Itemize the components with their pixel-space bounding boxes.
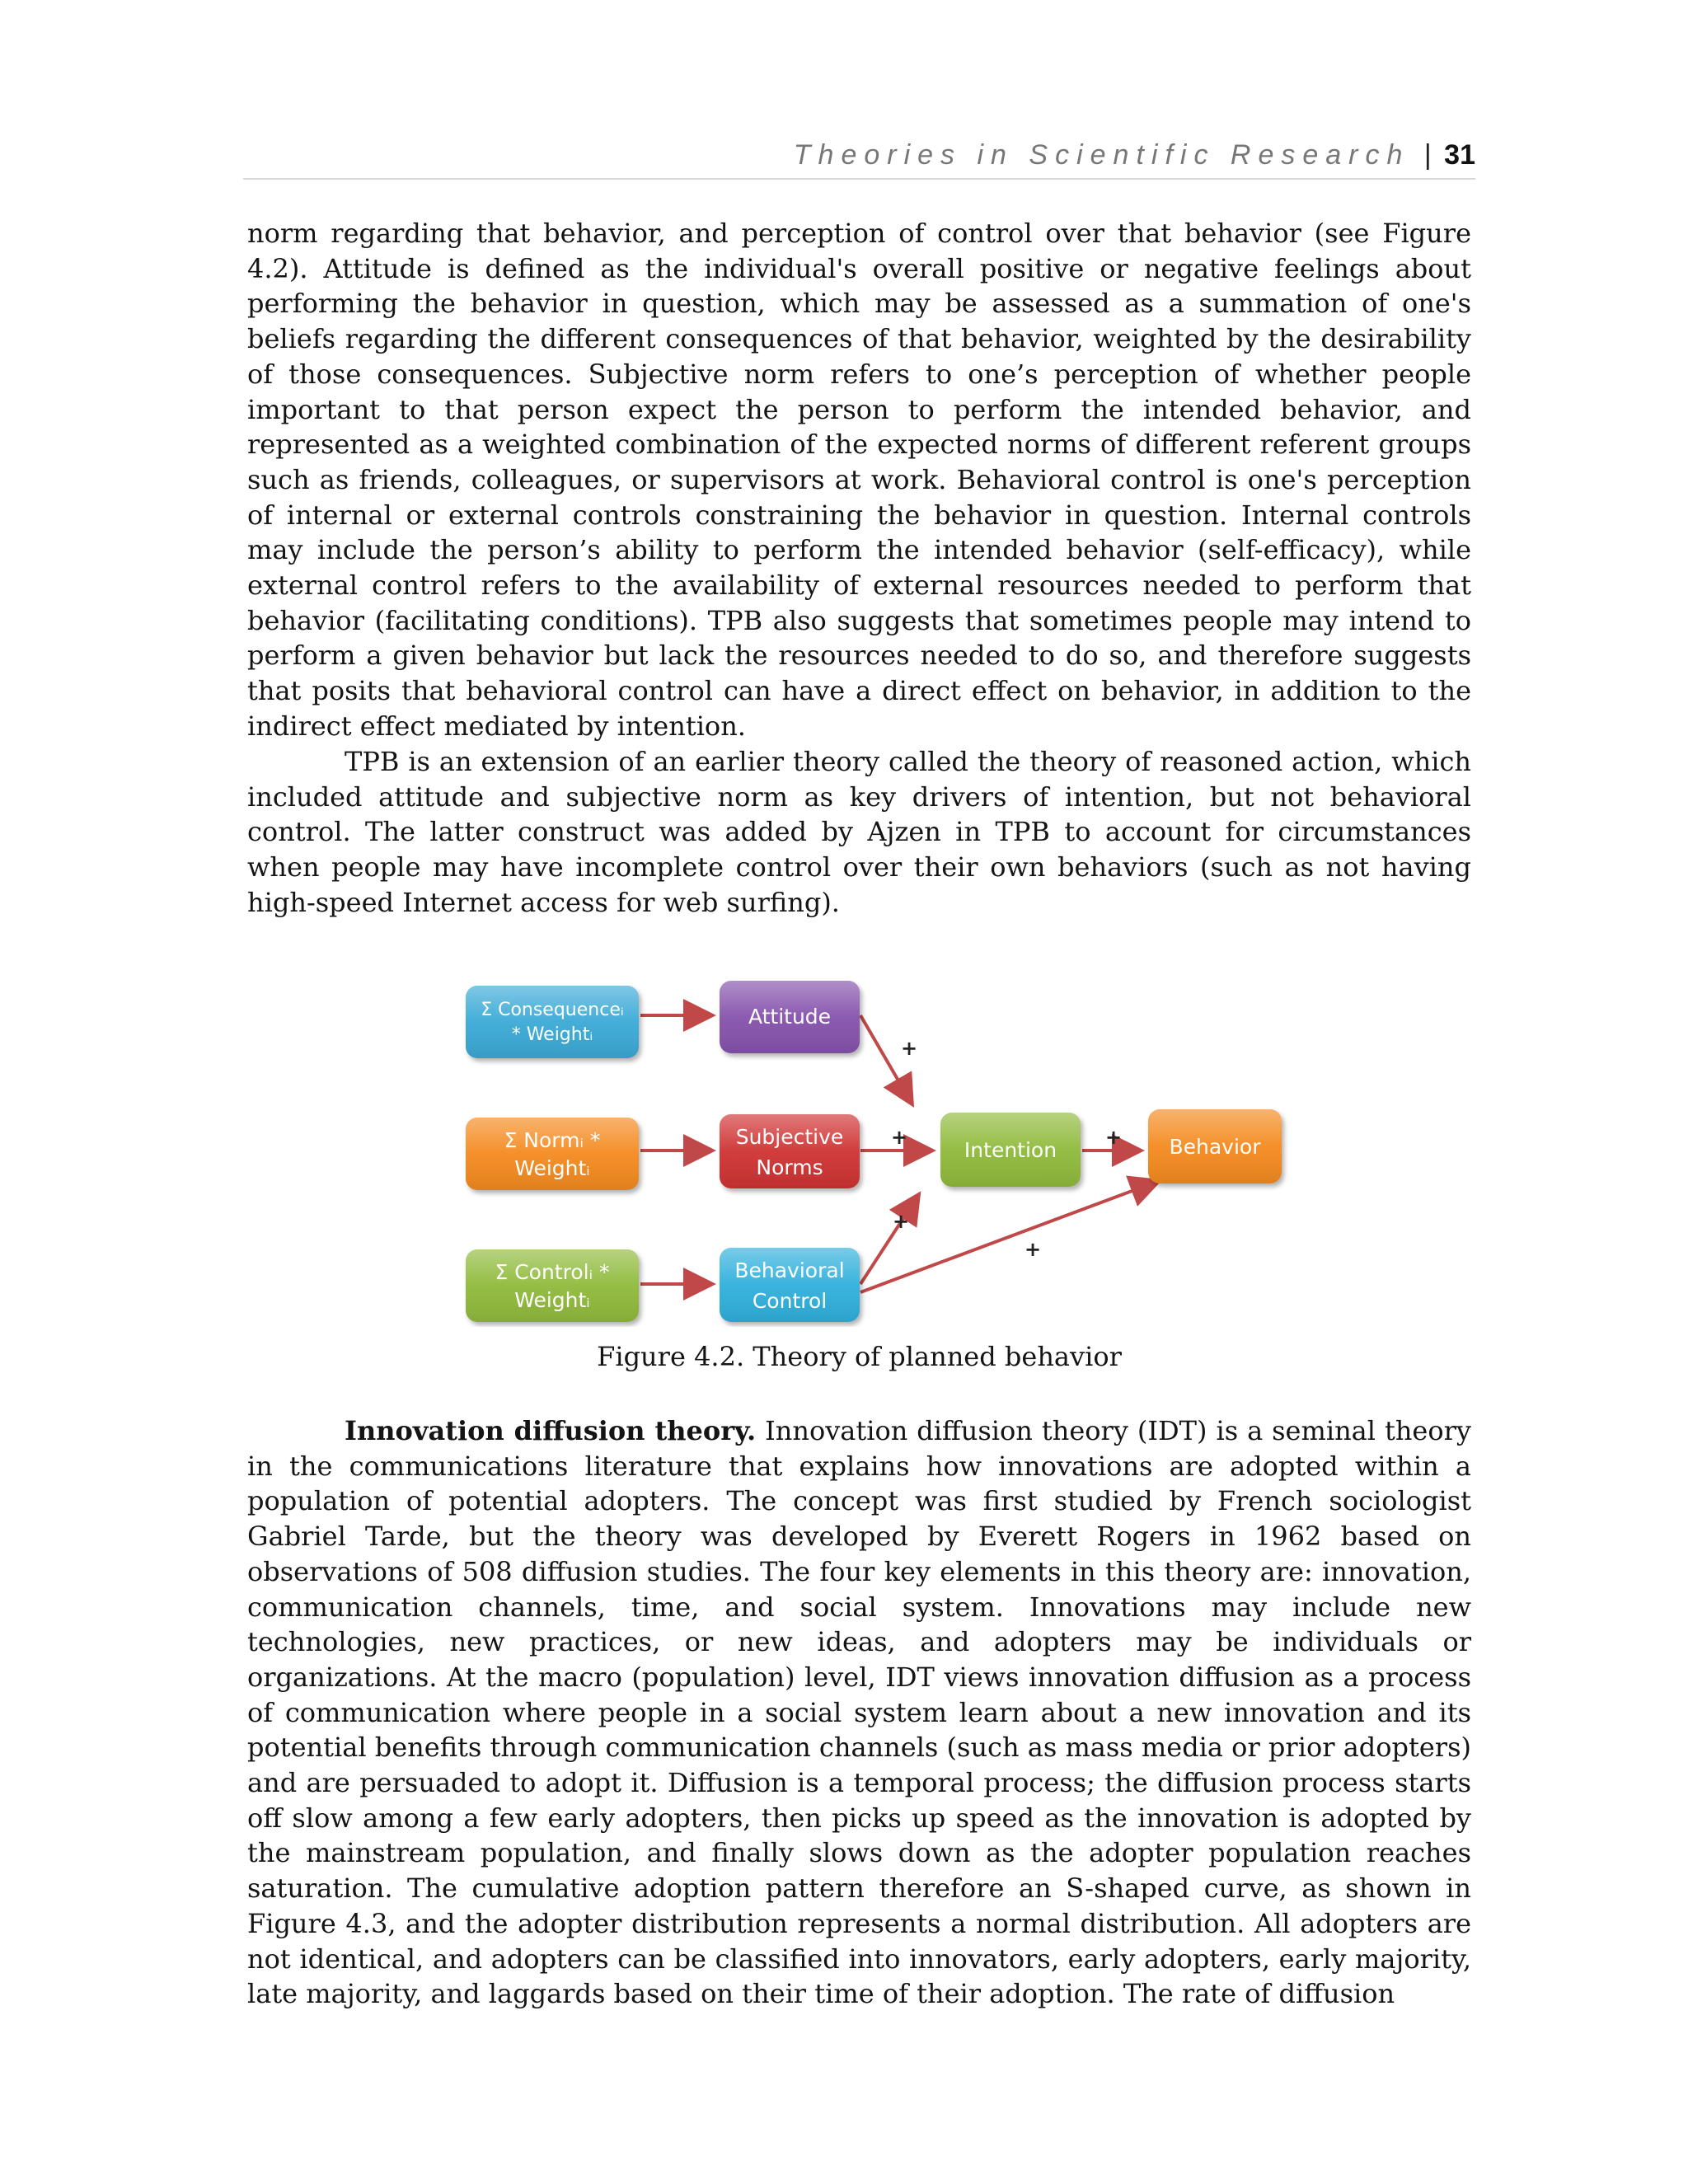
running-header-title: Theories in Scientific Research (793, 139, 1410, 171)
running-header (243, 132, 1475, 180)
node-label-line1: Subjective (735, 1125, 844, 1149)
node-label-line2: Norms (756, 1155, 823, 1179)
node-label-line1: Behavioral (734, 1258, 845, 1282)
node-label-line1: Σ Normᵢ * (504, 1128, 601, 1152)
paragraph-text: norm regarding that behavior, and perception of control over that behavior (see Figure 4.2). Attitude is defined as the individual's overall positive or negative feelings about performing the behavior in question, which may be assessed as a summation of one's beliefs regarding the different consequences of that behavior, weighted by the desirability of those consequences. Subjective norm refers to one’s perception of whether people important to that person expect the person to perform the intended behavior, and represented as a weighted combination of the expected norms of different referent groups such as friends, colleagues, or supervisors at work. Behavioral control is one's perception of internal or external controls constraining the behavior in question. Internal controls may include the person’s ability to perform the intended behavior (self-efficacy), while external control refers to the availability of external resources needed to perform that behavior (facilitating conditions). TPB also suggests that sometimes people may intend to perform a given behavior but lack the resources needed to do so, and therefore suggests that posits that behavioral control can have a direct effect on behavior, in addition to the indirect effect mediated by intention. (247, 218, 1471, 742)
edge-sign-control-behavior: + (1025, 1238, 1042, 1261)
edge-sign-intention-behavior: + (1105, 1126, 1123, 1149)
paragraph-body: Innovation diffusion theory (IDT) is a seminal theory in the communications literature that explains how innovations are adopted within a population of potential adopters. The concept was first studied by French sociologist Gabriel Tarde, but the theory was developed by Everett Rogers in 1962 based on observations of 508 diffusion studies. The four key elements in this theory are: innovation, communication channels, time, and social system. Innovations may include new technologies, new practices, or new ideas, and adopters may be individuals or organizations. At the macro (population) level, IDT views innovation diffusion as a process of communication where people in a social system learn about a new innovation and its potential benefits through communication channels (such as mass media or prior adopters) and are persuaded to adopt it. Diffusion is a temporal process; the diffusion process starts off slow among a few early adopters, then picks up speed as the innovation is adopted by the mainstream population, and finally slows down as the adopter population reaches saturation. The cumulative adoption pattern therefore an S-shaped curve, as shown in Figure 4.3, and the adopter distribution represents a normal distribution. All adopters are not identical, and adopters can be classified into innovators, early adopters, early majority, late majority, and laggards based on their time of their adoption. The rate of diffusion (247, 1415, 1471, 2010)
node-behavior (1148, 1109, 1282, 1183)
node-intention (940, 1113, 1081, 1187)
paragraph-text: TPB is an extension of an earlier theory called the theory of reasoned action, which included attitude and subjective norm as key drivers of intention, but not behavioral control. The latter construct was added by Ajzen in TPB to account for circumstances when people may have incomplete control over their own behaviors (such as not having high-speed Internet access for web surfing). (247, 746, 1471, 918)
node-subjective-norms (720, 1114, 860, 1188)
paragraph-tpb-extension (247, 744, 1471, 921)
paragraph-tpb-continued (247, 216, 1471, 744)
node-attitude (720, 981, 860, 1053)
node-label-line2: Weightᵢ (514, 1288, 590, 1312)
node-behavioral-control (720, 1248, 860, 1322)
node-label-line1: Behavior (1169, 1135, 1261, 1159)
running-header-separator: | (1423, 139, 1432, 171)
node-norm-weight (466, 1118, 639, 1190)
node-consequence-weight (466, 986, 639, 1058)
paragraph-text (247, 1413, 1471, 2012)
node-label-line2: Control (752, 1289, 828, 1313)
arrow-behavioral-control-to-behavior (860, 1182, 1156, 1292)
node-control-weight (466, 1249, 639, 1322)
node-label-line2: * Weightᵢ (511, 1024, 593, 1045)
paragraph-lead-heading: Innovation diffusion theory. (345, 1415, 757, 1446)
node-label-line1: Σ Controlᵢ * (495, 1260, 610, 1284)
paragraph-innovation-diffusion (247, 1413, 1471, 2012)
node-label-line1: Attitude (748, 1005, 832, 1029)
node-label-line1: Intention (964, 1138, 1057, 1162)
page-number: 31 (1444, 139, 1475, 171)
node-label-line1: Σ Consequenceᵢ (481, 1000, 624, 1020)
edge-sign-behavioral-control: + (893, 1210, 910, 1233)
edge-sign-subjective-norms: + (891, 1126, 908, 1149)
tpb-diagram (449, 964, 1306, 1327)
edge-sign-attitude: + (901, 1037, 918, 1060)
figure-caption: Figure 4.2. Theory of planned behavior (597, 1341, 1122, 1372)
node-label-line2: Weightᵢ (514, 1156, 590, 1180)
